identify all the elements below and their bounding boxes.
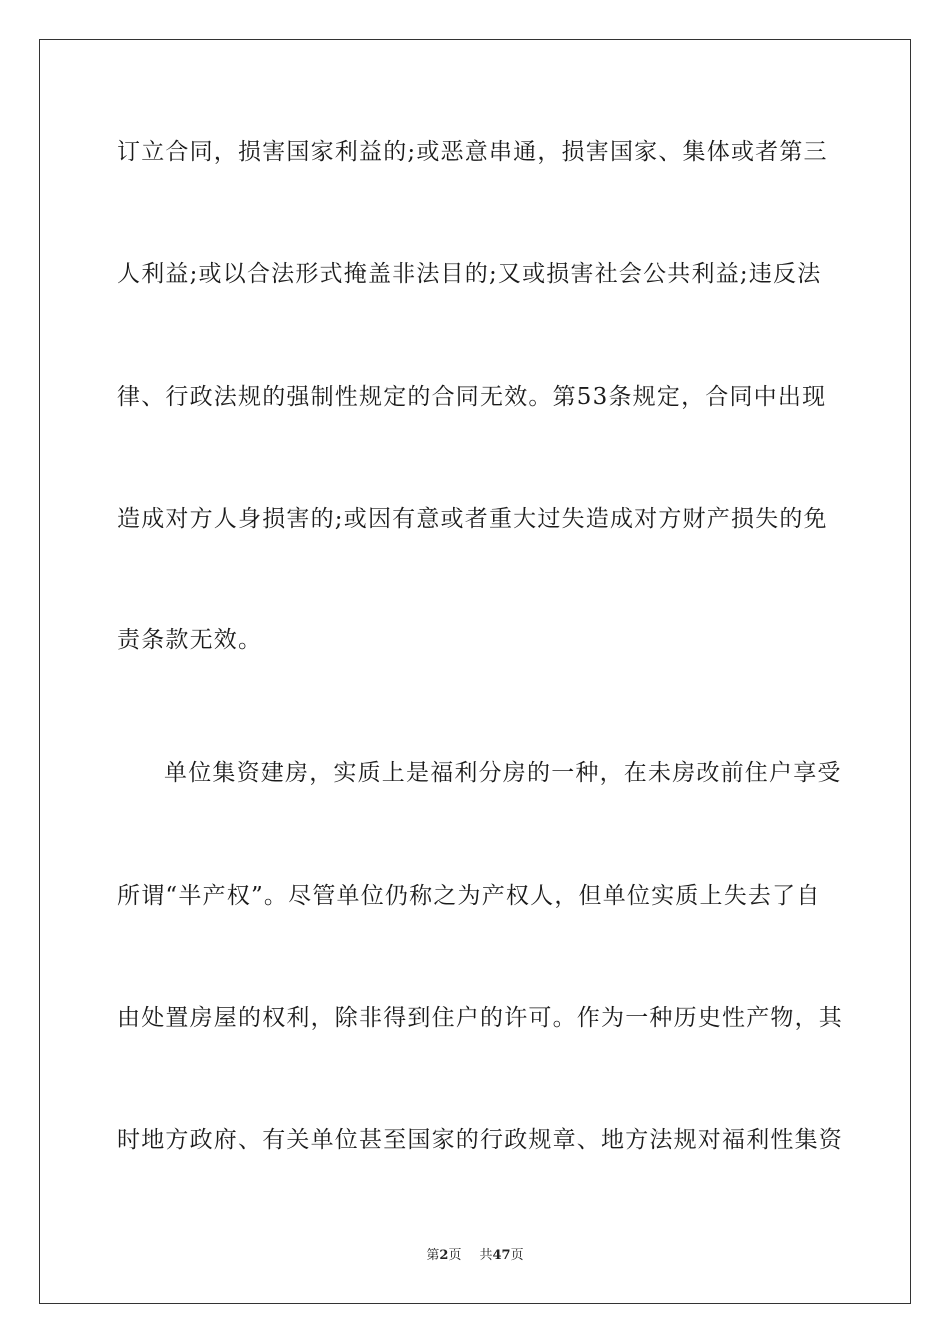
body-text-line-4: 造成对方人身损害的;或因有意或者重大过失造成对方财产损失的免 (117, 506, 828, 532)
total-pages: 47 (492, 1248, 511, 1263)
body-text-line-3: 律、行政法规的强制性规定的合同无效。第53条规定，合同中出现 (117, 384, 827, 410)
body-text-line-5: 责条款无效。 (117, 627, 263, 653)
page-suffix: 页 (448, 1248, 462, 1263)
body-text-line-9: 时地方政府、有关单位甚至国家的行政规章、地方法规对福利性集资 (117, 1127, 843, 1153)
body-text-line-8: 由处置房屋的权利，除非得到住户的许可。作为一种历史性产物，其 (117, 1005, 843, 1031)
body-text-line-7: 所谓“半产权”。尽管单位仍称之为产权人，但单位实质上失去了自 (117, 883, 821, 909)
page-prefix: 第 (426, 1248, 440, 1263)
page-footer (0, 1247, 950, 1265)
body-text-line-6: 单位集资建房，实质上是福利分房的一种，在未房改前住户享受 (164, 760, 842, 786)
body-text-line-1: 订立合同，损害国家利益的;或恶意串通，损害国家、集体或者第三 (117, 139, 828, 165)
page-border (39, 39, 911, 1304)
total-suffix: 页 (510, 1248, 524, 1263)
page-number: 2 (439, 1248, 449, 1263)
total-prefix: 共 (479, 1248, 493, 1263)
body-text-line-2: 人利益;或以合法形式掩盖非法目的;又或损害社会公共利益;违反法 (117, 261, 822, 287)
